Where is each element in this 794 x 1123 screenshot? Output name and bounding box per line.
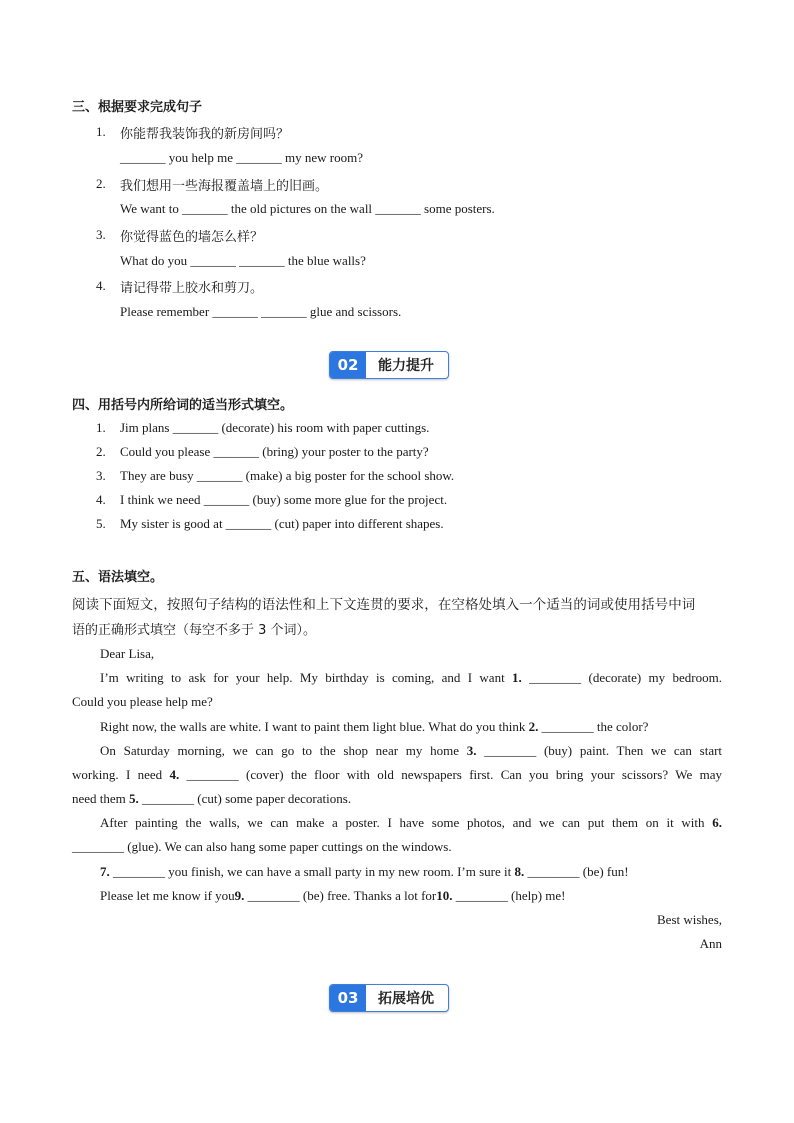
blank-number: 4. — [169, 767, 180, 782]
s3-item4-num: 4. — [96, 278, 106, 293]
text-span: ________ (cover) the floor with old newspapers first. Can you bring your scissors? We may — [186, 767, 722, 782]
text-span: ________ (be) fun! — [527, 864, 629, 879]
text-span: ________ (cut) some paper decorations. — [142, 791, 352, 806]
s4-item1-text: Jim plans _______ (decorate) his room with paper cuttings. — [120, 420, 430, 435]
letter-p3-line2 — [72, 767, 722, 783]
text-span: ________ (decorate) my bedroom. — [529, 670, 722, 685]
blank-number: 3. — [466, 743, 477, 758]
s4-item4-num: 4. — [96, 492, 106, 507]
s3-item3-cn: 你觉得蓝色的墙怎么样？ — [120, 230, 264, 245]
blank-number: 7. — [100, 864, 110, 879]
text-span: ________ (buy) paint. Then we can start — [484, 743, 723, 758]
s3-item4-en: Please remember _______ _______ glue and scissors. — [120, 304, 402, 319]
letter-p4-line1 — [100, 815, 722, 831]
text-span: ________ (be) free. Thanks a lot for — [247, 888, 437, 903]
s4-item5-num: 5. — [96, 516, 106, 531]
text-span: ________ you finish, we can have a small party in my new room. I’m sure it — [113, 864, 512, 879]
letter-p5 — [100, 864, 629, 880]
s4-item3-text: They are busy _______ (make) a big poster for the school show. — [120, 468, 455, 483]
letter-signature: Ann — [699, 936, 722, 951]
section3-heading: 三、根据要求完成句子 — [72, 100, 203, 115]
letter-p6 — [100, 888, 566, 904]
badge-label: 拓展培优 — [378, 991, 434, 1007]
text-span: ________ the color? — [541, 719, 649, 734]
letter-p3-line3 — [72, 791, 351, 807]
s3-item1-en: _______ you help me _______ my new room? — [120, 150, 363, 165]
section5-heading: 五、语法填空。 — [72, 570, 164, 585]
s4-item2-text: Could you please _______ (bring) your poster to the party? — [120, 444, 429, 459]
text-span: need them — [72, 791, 126, 806]
s4-item3-num: 3. — [96, 468, 106, 483]
badge-number: 02 — [330, 352, 366, 378]
blank-number: 5. — [129, 791, 139, 806]
s3-item2-num: 2. — [96, 176, 106, 191]
s3-item4-cn: 请记得带上胶水和剪刀。 — [120, 281, 264, 296]
s4-item4-text: I think we need _______ (buy) some more glue for the project. — [120, 492, 448, 507]
s3-item1-num: 1. — [96, 124, 106, 139]
text-span: Right now, the walls are white. I want to paint them light blue. What do you think — [100, 719, 526, 734]
letter-closing: Best wishes, — [657, 912, 722, 927]
section-badge-02 — [329, 351, 449, 379]
section4-heading: 四、用括号内所给词的适当形式填空。 — [72, 398, 294, 413]
blank-number: 10. — [436, 888, 453, 903]
letter-p4-line2: ________ (glue). We can also hang some paper cuttings on the windows. — [72, 839, 452, 854]
text-span: I’m writing to ask for your help. My birthday is coming, and I want — [100, 670, 505, 685]
s3-item2-en: We want to _______ the old pictures on the wall _______ some posters. — [120, 201, 495, 216]
s5-instruction-line1: 阅读下面短文，按照句子结构的语法性和上下文连贯的要求，在空格处填入一个适当的词或使用括号中词 — [72, 597, 696, 613]
blank-number: 9. — [234, 888, 245, 903]
letter-p1-line2: Could you please help me? — [72, 694, 213, 709]
text-span: After painting the walls, we can make a poster. I have some photos, and we can put them on it with — [100, 815, 705, 830]
s3-item3-num: 3. — [96, 227, 106, 242]
blank-number: 8. — [514, 864, 525, 879]
s3-item2-cn: 我们想用一些海报覆盖墙上的旧画。 — [120, 179, 329, 194]
s4-item2-num: 2. — [96, 444, 106, 459]
letter-greeting: Dear Lisa, — [100, 646, 155, 661]
letter-p3-line1 — [100, 743, 722, 759]
s4-item1-num: 1. — [96, 420, 106, 435]
text-span: working. I need — [72, 767, 163, 782]
s5-instruction-line2: 语的正确形式填空（每空不多于 3 个词）。 — [72, 623, 317, 638]
blank-number: 2. — [528, 719, 539, 734]
s3-item1-cn: 你能帮我装饰我的新房间吗？ — [120, 127, 290, 142]
letter-p2 — [100, 719, 648, 735]
blank-number: 6. — [712, 815, 722, 830]
blank-number: 1. — [512, 670, 522, 685]
section-badge-03 — [329, 984, 449, 1012]
letter-p1-line1 — [100, 670, 722, 686]
badge-number: 03 — [330, 985, 366, 1011]
s4-item5-text: My sister is good at _______ (cut) paper into different shapes. — [120, 516, 444, 531]
badge-label: 能力提升 — [378, 358, 434, 374]
text-span: On Saturday morning, we can go to the shop near my home — [100, 743, 459, 758]
text-span: Please let me know if you — [100, 888, 235, 903]
text-span: ________ (help) me! — [455, 888, 566, 903]
s3-item3-en: What do you _______ _______ the blue walls? — [120, 253, 366, 268]
